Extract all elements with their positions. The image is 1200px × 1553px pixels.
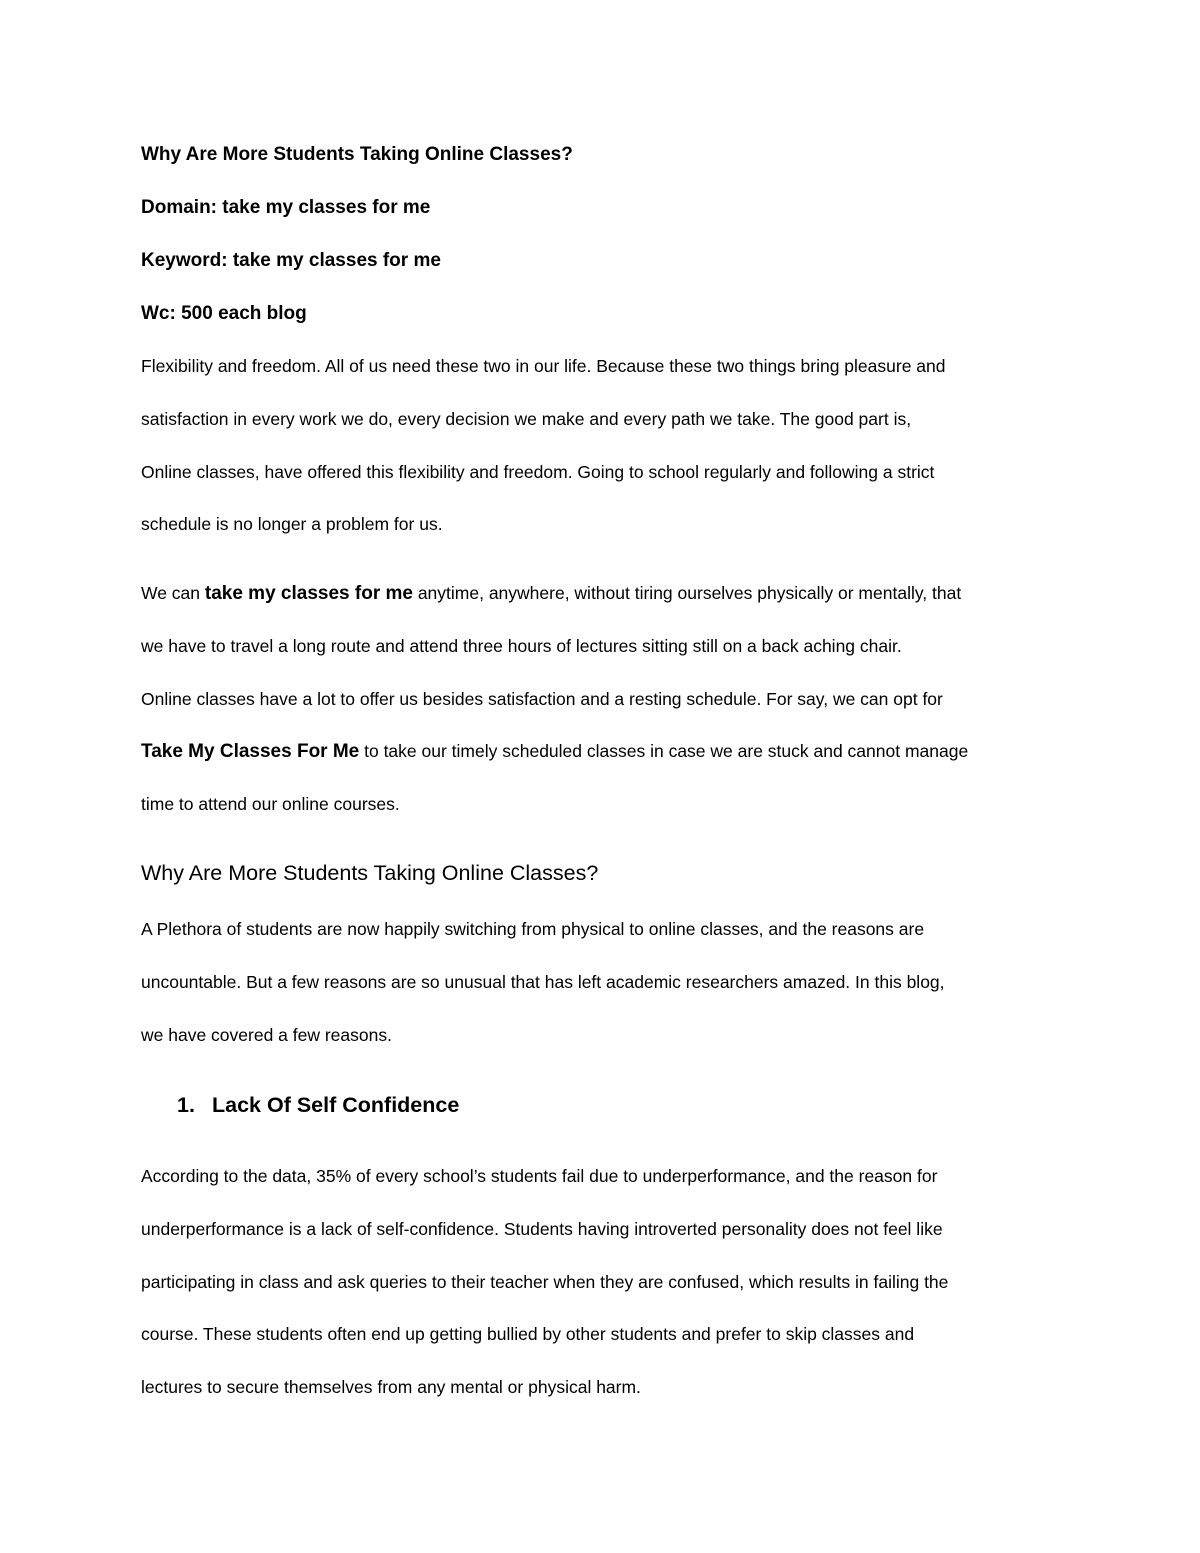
section-paragraph: [141, 903, 1071, 1061]
intro-line: Flexibility and freedom. All of us need these two in our life. Because these two things bring pleasure and: [141, 356, 946, 376]
paragraph-line: we have covered a few reasons.: [141, 1024, 392, 1045]
word-count-line: Wc: 500 each blog: [141, 303, 307, 324]
paragraph-line: uncountable. But a few reasons are so unusual that has left academic researchers amazed. In this blog,: [141, 971, 945, 992]
keyword-line: Keyword: take my classes for me: [141, 250, 441, 271]
paragraph-line: Take My Classes For Me to take our timely scheduled classes in case we are stuck and cannot manage: [141, 741, 969, 763]
paragraph-line: underperformance is a lack of self-confidence. Students having introverted personality does not feel like: [141, 1218, 943, 1239]
paragraph-line: we have to travel a long route and attend three hours of lectures sitting still on a back aching chair.: [141, 635, 902, 656]
second-paragraph: [141, 567, 1071, 831]
document-title: Why Are More Students Taking Online Classes?: [141, 144, 573, 165]
paragraph-line: We can take my classes for me anytime, anywhere, without tiring ourselves physically or mentally, that: [141, 583, 962, 604]
paragraph-line: A Plethora of students are now happily switching from physical to online classes, and the reasons are: [141, 919, 925, 939]
paragraph-line: According to the data, 35% of every school’s students fail due to underperformance, and the reason for: [141, 1166, 938, 1186]
intro-line: satisfaction in every work we do, every decision we make and every path we take. The good part is,: [141, 408, 912, 429]
domain-line: Domain: take my classes for me: [141, 197, 431, 218]
paragraph-line: time to attend our online courses.: [141, 794, 400, 815]
list-title: Lack Of Self Confidence: [212, 1093, 460, 1117]
intro-line: Online classes, have offered this flexibility and freedom. Going to school regularly and following a strict: [141, 461, 935, 482]
paragraph-line: Online classes have a lot to offer us besides satisfaction and a resting schedule. For say, we can opt for: [141, 688, 943, 709]
section-heading: Why Are More Students Taking Online Classes?: [141, 861, 599, 885]
list-item-heading: [177, 1091, 459, 1119]
paragraph-line: lectures to secure themselves from any mental or physical harm.: [141, 1377, 641, 1398]
list-item-paragraph: [141, 1150, 1071, 1414]
paragraph-line: participating in class and ask queries to their teacher when they are confused, which results in failing the: [141, 1271, 949, 1292]
paragraph-line: course. These students often end up getting bullied by other students and prefer to skip classes and: [141, 1324, 915, 1345]
keyword-highlight: Take My Classes For Me: [141, 741, 360, 763]
intro-paragraph: [141, 340, 1071, 551]
keyword-highlight: take my classes for me: [204, 583, 413, 604]
list-number: 1.: [177, 1093, 195, 1117]
intro-line: schedule is no longer a problem for us.: [141, 514, 443, 535]
